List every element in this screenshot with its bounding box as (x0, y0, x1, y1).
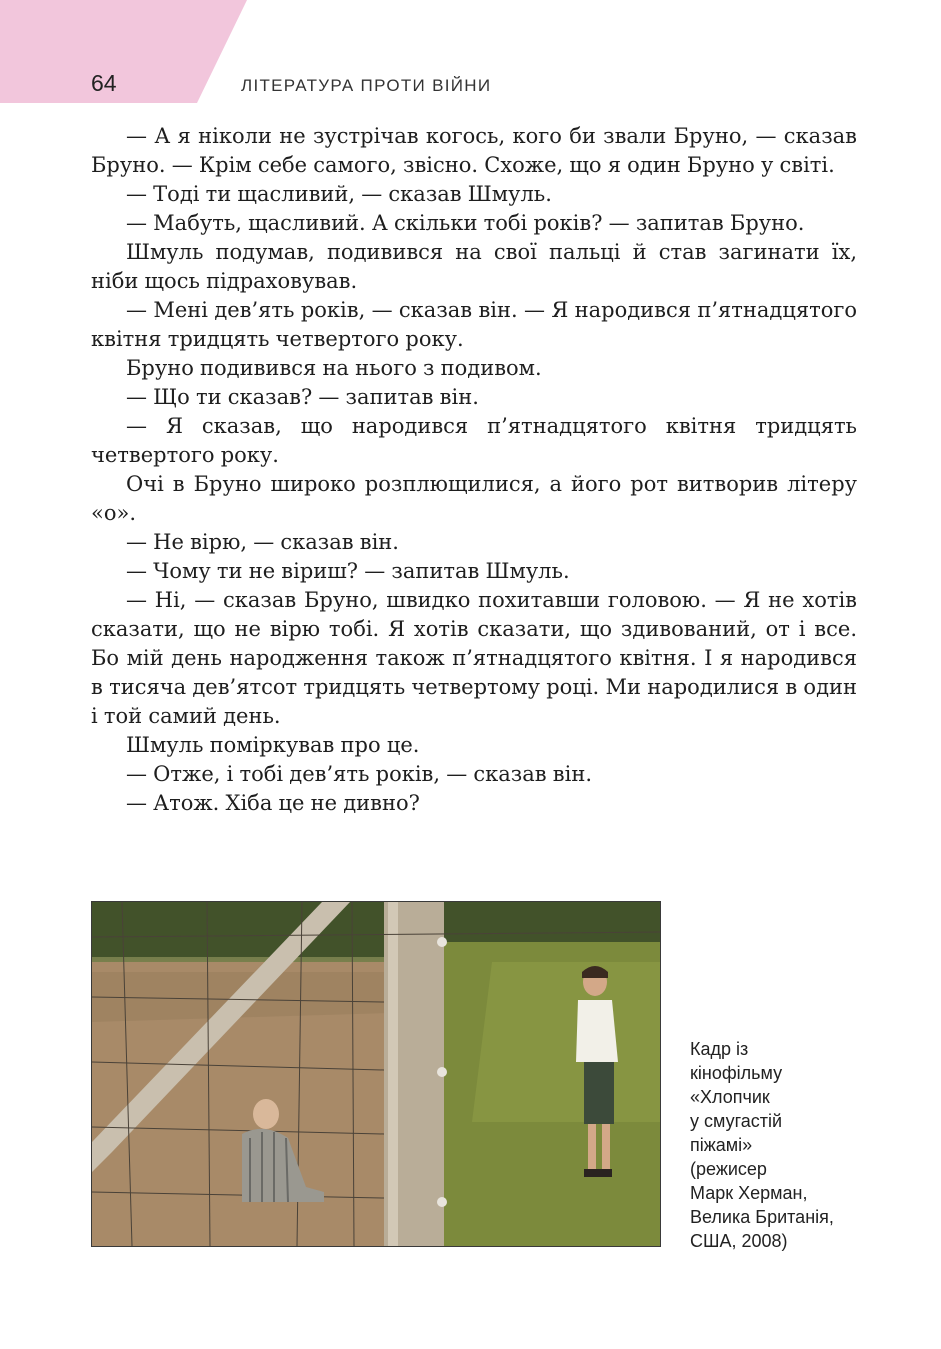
paragraph: Шмуль поміркував про це. (126, 733, 420, 757)
film-still-image (91, 901, 661, 1247)
paragraph: — Атож. Хіба це не дивно? (126, 791, 420, 815)
caption-line: Велика Британія, (690, 1207, 834, 1227)
caption-line: Кадр із (690, 1039, 749, 1059)
caption-line: кінофільму (690, 1063, 783, 1083)
caption-line: США, 2008) (690, 1231, 788, 1251)
paragraph: Очі в Бруно широко розплющилися, а його рот витворив літеру «о». (91, 472, 857, 525)
paragraph: — Мені дев’ять років, — сказав він. — Я народився п’ятнадцятого квітня тридцять четвертого року. (91, 298, 857, 351)
paragraph: — Мабуть, щасливий. А скільки тобі років? — запитав Бруно. (126, 211, 805, 235)
paragraph: — Я сказав, що народився п’ятнадцятого квітня тридцять четвертого року. (91, 414, 857, 467)
caption-line: піжамі» (690, 1135, 753, 1155)
film-still-illustration (92, 902, 660, 1246)
caption-line: «Хлопчик (690, 1087, 770, 1107)
caption-line: Марк Херман, (690, 1183, 808, 1203)
page-number: 64 (91, 70, 117, 96)
paragraph: — Що ти сказав? — запитав він. (126, 385, 479, 409)
paragraph: Бруно подивився на нього з подивом. (126, 356, 542, 380)
paragraph: — Чому ти не віриш? — запитав Шмуль. (126, 559, 570, 583)
paragraph: — Не вірю, — сказав він. (126, 530, 399, 554)
caption-line: у смугастій (690, 1111, 783, 1131)
paragraph: — Отже, і тобі дев’ять років, — сказав він. (126, 762, 592, 786)
section-title: ЛІТЕРАТУРА ПРОТИ ВІЙНИ (241, 76, 492, 95)
caption-line: (режисер (690, 1159, 767, 1179)
paragraph: — Ні, — сказав Бруно, швидко похитавши головою. — Я не хотів сказати, що не вірю тобі. Я хотів сказати, що здивований, от і все. Бо мій день народження також п’ятнадцятого квітня. І я народився в тисяча дев’ятсот тридцять четвертому році. Ми народилися в один і той самий день. (91, 588, 857, 728)
paragraph: — Тоді ти щасливий, — сказав Шмуль. (126, 182, 552, 206)
story-text (91, 122, 857, 818)
figure-caption (690, 1037, 890, 1253)
page-corner-accent (0, 0, 250, 103)
paragraph: Шмуль подумав, подивився на свої пальці й став загинати їх, ніби щось підраховував. (91, 240, 857, 293)
paragraph: — А я ніколи не зустрічав когось, кого би звали Бруно, — сказав Бруно. — Крім себе самого, звісно. Схоже, що я один Бруно у світі. (91, 124, 857, 177)
